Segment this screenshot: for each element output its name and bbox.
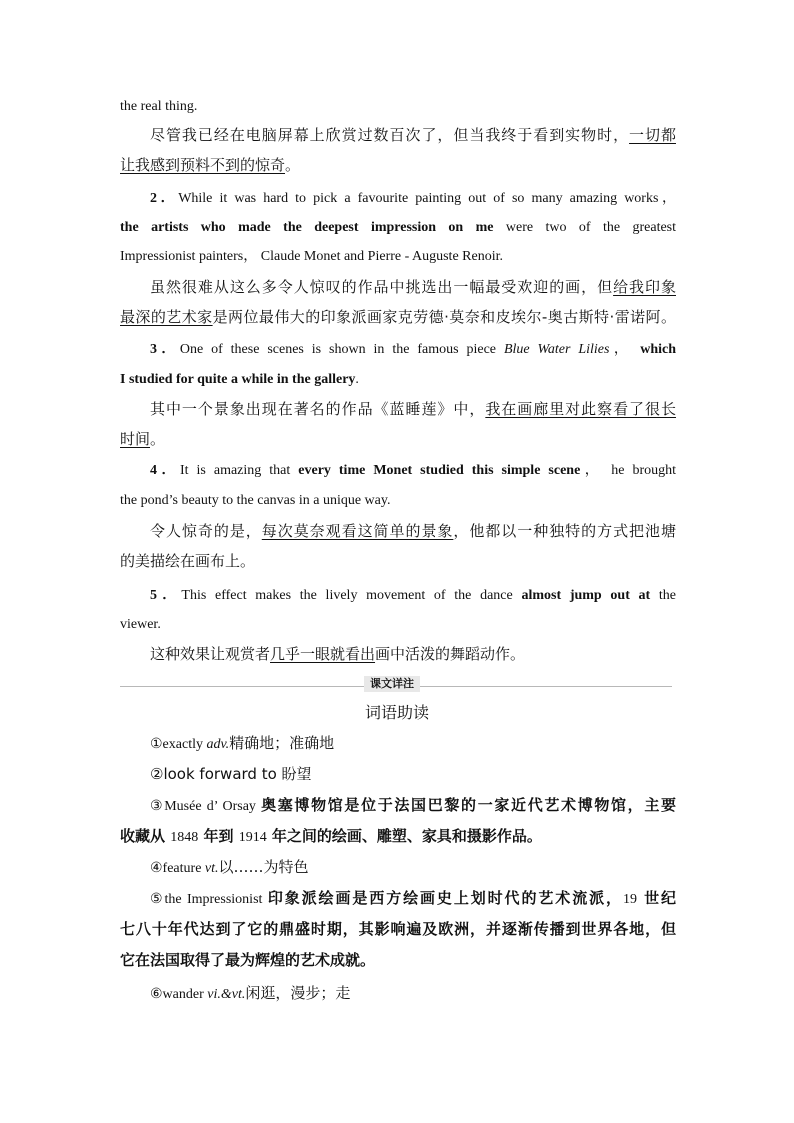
- year: 1848: [170, 830, 199, 845]
- bold-text: which: [640, 342, 677, 357]
- text: .: [355, 372, 359, 387]
- underlined-text: 给我印象: [613, 278, 676, 296]
- note-term: ⑤the Impressionist: [150, 892, 268, 907]
- s4-chinese-line1: [150, 521, 676, 541]
- underlined-text: 让我感到预料不到的惊奇: [120, 156, 286, 174]
- note-term: ④feature: [150, 861, 205, 876]
- note-meaning: 闲逛，漫步；走: [245, 984, 351, 1002]
- text: 是两位最伟大的印象派画家克劳德·莫奈和皮埃尔-奥古斯特·雷诺阿。: [212, 308, 676, 326]
- text: 收藏从: [120, 827, 171, 845]
- note-6: [150, 983, 676, 1004]
- note-meaning: 以……为特色: [218, 858, 309, 876]
- section-label: 课文详注: [364, 676, 420, 692]
- italic-title: Blue Water Lilies: [503, 342, 610, 357]
- s4-english-line1: [150, 462, 676, 480]
- number: 19: [622, 892, 637, 907]
- s2-english-line3: Impressionist painters， Claude Monet and Pierre - Auguste Renoir.: [120, 249, 503, 264]
- text: 其中一个景象出现在著名的作品《蓝睡莲》中，: [150, 400, 486, 418]
- note-5-line1: [150, 888, 676, 909]
- s4-chinese-line2: 的美描绘在画布上。: [120, 552, 256, 570]
- note-meaning: 精确地；准确地: [229, 734, 335, 752]
- note-3-line1: [150, 795, 676, 816]
- bold-text: I studied for quite a while in the gallery: [120, 372, 356, 387]
- s4-english-line2: the pond’s beauty to the canvas in a unique way.: [120, 493, 391, 508]
- text: 。: [150, 430, 166, 448]
- s3-chinese-line1: [150, 399, 676, 419]
- part-of-speech: vi.&vt.: [207, 987, 246, 1002]
- bold-text: every time Monet studied this simple scene: [298, 463, 581, 478]
- text: ，: [609, 342, 633, 357]
- s5-english-line1: [150, 587, 676, 605]
- part-of-speech: adv.: [206, 737, 230, 752]
- p1-chinese-line1: [150, 125, 676, 145]
- text: the: [658, 588, 677, 603]
- underlined-text: 几乎一眼就看出: [270, 645, 376, 663]
- note-5-line2: 七八十年代达到了它的鼎盛时期，其影响遍及欧洲，并逐渐传播到世界各地，但: [120, 920, 676, 938]
- note-meaning: 印象派绘画是西方绘画史上划时代的艺术流派，: [267, 889, 623, 907]
- note-term: ①exactly: [150, 737, 207, 752]
- s3-english-line1: [150, 341, 676, 359]
- underlined-text: 我在画廊里对此察看了很长: [485, 400, 676, 418]
- part-of-speech: vt.: [204, 861, 219, 876]
- section-heading: 词语助读: [364, 703, 429, 722]
- year: 1914: [238, 830, 267, 845]
- sentence-number: 3．: [150, 342, 180, 357]
- text: were two of the greatest: [505, 220, 677, 235]
- sentence-number: 2．: [150, 191, 179, 206]
- text: 年之间的绘画、雕塑、家具和摄影作品。: [266, 827, 542, 845]
- underlined-text: 一切都: [629, 126, 676, 144]
- p1-chinese-line2: [120, 155, 676, 175]
- underlined-text: 时间: [120, 430, 151, 448]
- text: One of these scenes is shown in the famous piece: [179, 342, 497, 357]
- bold-text: almost jump out at: [521, 588, 651, 603]
- underlined-text: 最深的艺术家: [120, 308, 213, 326]
- s5-chinese-line: [150, 644, 676, 664]
- sentence-number: 5．: [150, 588, 182, 603]
- text: 令人惊奇的是，: [150, 522, 262, 540]
- note-5-line3: 它在法国取得了最为辉煌的艺术成就。: [120, 951, 376, 969]
- text: It is amazing that: [179, 463, 291, 478]
- underlined-text: 每次莫奈观看这简单的景象: [261, 522, 454, 540]
- bold-text: the artists who made the deepest impression on me: [120, 220, 494, 235]
- text: 虽然很难从这么多令人惊叹的作品中挑选出一幅最受欢迎的画，但: [150, 278, 614, 296]
- note-2: ②look forward to 盼望: [150, 765, 312, 783]
- text: While it was hard to pick a favourite painting out of so many amazing works，: [178, 191, 676, 206]
- s5-english-line2: viewer.: [120, 617, 161, 632]
- text: 世纪: [636, 889, 676, 907]
- text: ， he brought: [580, 463, 677, 478]
- text: 这种效果让观赏者: [150, 645, 271, 663]
- s3-english-line2: [120, 371, 676, 389]
- text: 画中活泼的舞蹈动作。: [375, 645, 526, 663]
- sentence-number: 4．: [150, 463, 180, 478]
- text: 。: [285, 156, 301, 174]
- note-term: ③Musée d’ Orsay: [150, 799, 262, 814]
- s2-english-line1: [150, 190, 676, 208]
- text: This effect makes the lively movement of the dance: [181, 588, 513, 603]
- note-3-line2: [120, 826, 676, 847]
- s3-chinese-line2: [120, 429, 676, 449]
- text: 尽管我已经在电脑屏幕上欣赏过数百次了，但当我终于看到实物时，: [150, 126, 630, 144]
- note-meaning: 奥塞博物馆是位于法国巴黎的一家近代艺术博物馆，主要: [261, 796, 676, 814]
- s2-chinese-line2: [120, 307, 676, 327]
- note-term: ⑥wander: [150, 987, 208, 1002]
- s2-english-line2: [120, 219, 676, 237]
- p1-english: the real thing.: [120, 99, 198, 114]
- text: 年到: [198, 827, 239, 845]
- text: ，他都以一种独特的方式把池塘: [453, 522, 676, 540]
- s2-chinese-line1: [150, 277, 676, 297]
- note-1: [150, 733, 676, 754]
- note-4: [150, 857, 676, 878]
